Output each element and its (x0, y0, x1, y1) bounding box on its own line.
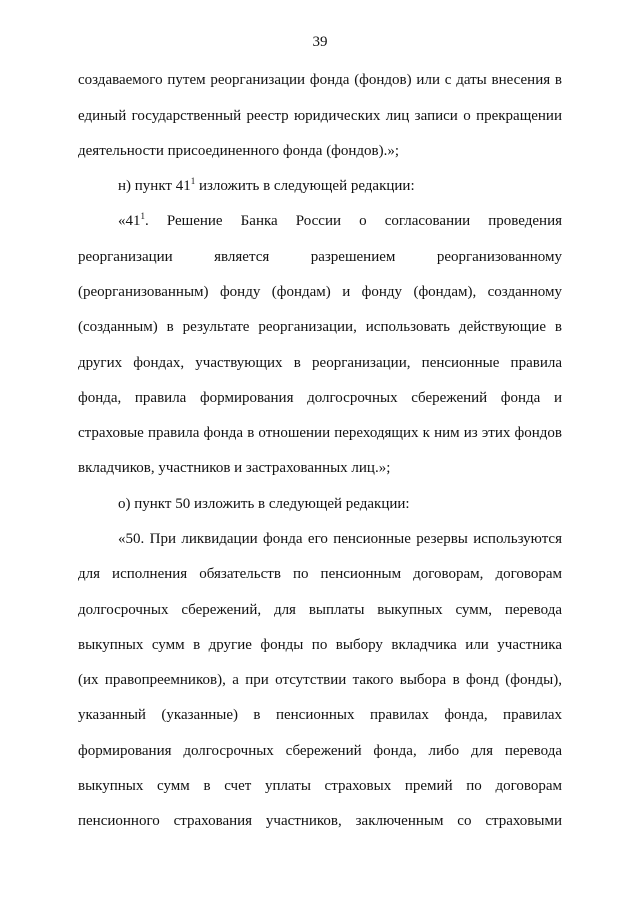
text-line: вкладчиков, участников и застрахованных лиц.»; (78, 460, 391, 476)
text-line (118, 212, 562, 230)
text-segment: изложить в следующей редакции: (195, 178, 415, 194)
text-line: указанный (указанные) в пенсионных правилах фонда, правилах (78, 707, 562, 723)
text-line: создаваемого путем реорганизации фонда (фондов) или с даты внесения в (78, 72, 562, 88)
text-line: выкупных сумм в другие фонды по выбору вкладчика или участника (78, 637, 562, 653)
text-line: для исполнения обязательств по пенсионным договорам, договорам (78, 566, 562, 582)
text-line: страховые правила фонда в отношении переходящих к ним из этих фондов (78, 425, 562, 441)
text-line: выкупных сумм в счет уплаты страховых премий по договорам (78, 778, 562, 794)
text-line: (их правопреемников), а при отсутствии такого выбора в фонд (фонды), (78, 672, 562, 688)
text-segment: н) пункт 41 (118, 178, 191, 194)
text-line: (реорганизованным) фонду (фондам) и фонду (фондам), созданному (78, 284, 562, 300)
text-line: фонда, правила формирования долгосрочных сбережений фонда и (78, 390, 562, 406)
text-segment: «41 (118, 213, 141, 229)
superscript: 1 (140, 211, 145, 221)
text-line: о) пункт 50 изложить в следующей редакции: (118, 496, 410, 512)
text-line: (созданным) в результате реорганизации, использовать действующие в (78, 319, 562, 335)
text-line: деятельности присоединенного фонда (фондов).»; (78, 143, 400, 159)
page-number: 39 (312, 34, 328, 50)
text-line: пенсионного страхования участников, заключенным со страховыми (78, 813, 562, 829)
text-line: долгосрочных сбережений, для выплаты выкупных сумм, перевода (78, 602, 562, 618)
superscript: 1 (190, 176, 196, 186)
text-line: формирования долгосрочных сбережений фонда, либо для перевода (78, 743, 562, 759)
text-segment: . Решение Банка России о согласовании проведения (145, 213, 562, 229)
text-line: единый государственный реестр юридических лиц записи о прекращении (78, 108, 562, 124)
text-line: реорганизации является разрешением реорганизованному (78, 249, 562, 265)
text-line (118, 177, 562, 195)
text-line: «50. При ликвидации фонда его пенсионные резервы используются (118, 531, 562, 547)
text-line: других фондах, участвующих в реорганизации, пенсионные правила (78, 355, 562, 371)
